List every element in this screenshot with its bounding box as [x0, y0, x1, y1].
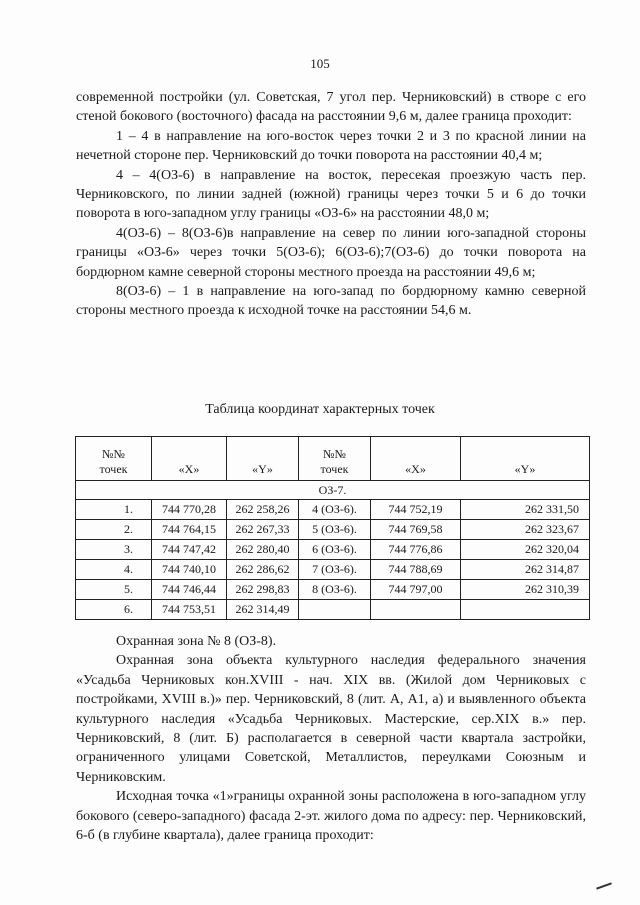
table-cell: 744 764,15 [152, 520, 227, 540]
table-cell: 262 320,04 [461, 540, 590, 560]
paragraph: 4 – 4(ОЗ-6) в направление на восток, пересекая проезжую часть пер. Черниковского, по линии задней (южной) границы через точки 5 и 6 до точки поворота в юго-западном углу границы «ОЗ-6» на расстоянии 48,0 м; [76, 167, 586, 222]
table-row [76, 540, 590, 560]
table-cell [371, 600, 461, 620]
table-cell: 744 740,10 [152, 560, 227, 580]
table-cell: 262 323,67 [461, 520, 590, 540]
boundary-description [76, 88, 586, 321]
table-cell: 262 310,39 [461, 580, 590, 600]
table-cell: 262 280,40 [227, 540, 299, 560]
table-cell: 6. [76, 600, 152, 620]
table-cell [461, 600, 590, 620]
table-cell: 7 (ОЗ-6). [299, 560, 371, 580]
table-cell: 6 (ОЗ-6). [299, 540, 371, 560]
table-cell: 744 770,28 [152, 500, 227, 520]
table-cell: 262 314,49 [227, 600, 299, 620]
protection-zone-description [76, 632, 586, 845]
table-row [76, 560, 590, 580]
table-cell: 744 746,44 [152, 580, 227, 600]
scan-mark [596, 882, 612, 889]
table-cell: 3. [76, 540, 152, 560]
header-cell: №№ точек [299, 437, 371, 481]
header-cell: «Y» [461, 437, 590, 481]
paragraph: Исходная точка «1»границы охранной зоны расположена в юго-западном углу бокового (северо-западного) фасада 2-эт. жилого дома по адресу: пер. Черниковский, 6-б (в глубине квартала), далее граница проходит: [76, 789, 586, 844]
table-cell: 744 776,86 [371, 540, 461, 560]
table-cell: 262 298,83 [227, 580, 299, 600]
table-cell: 4. [76, 560, 152, 580]
table-cell: 262 286,62 [227, 560, 299, 580]
table-cell: 744 797,00 [371, 580, 461, 600]
paragraph: современной постройки (ул. Советская, 7 угол пер. Черниковский) в створе с его стеной бокового (восточного) фасада на расстоянии 9,6 м, далее граница проходит: [76, 90, 586, 125]
zone-label: ОЗ-7. [76, 481, 590, 500]
page-number: 105 [310, 56, 330, 71]
table-cell: 4 (ОЗ-6). [299, 500, 371, 520]
table-cell: 262 258,26 [227, 500, 299, 520]
header-cell: «X» [371, 437, 461, 481]
table-cell: 744 747,42 [152, 540, 227, 560]
table-cell: 262 267,33 [227, 520, 299, 540]
header-cell: «X» [152, 437, 227, 481]
table-cell: 5 (ОЗ-6). [299, 520, 371, 540]
section-heading: Охранная зона № 8 (ОЗ-8). [116, 634, 277, 649]
table-cell [299, 600, 371, 620]
table-cell: 744 753,51 [152, 600, 227, 620]
table-header-row [76, 437, 590, 481]
paragraph: 4(ОЗ-6) – 8(ОЗ-6)в направление на север по линии юго-западной стороны границы «ОЗ-6» через точки 5(ОЗ-6); 6(ОЗ-6);7(ОЗ-6) до точки поворота на бордюрном камне северной стороны местного проезда на расстоянии 49,6 м; [76, 225, 586, 280]
paragraph: Охранная зона объекта культурного наследия федерального значения «Усадьба Черниковых кон.XVIII - нач. XIX вв. (Жилой дом Черниковых с постройками, XVIII в.)» пер. Черниковский, 8 (лит. А, А1, а) и выявленного объекта культурного наследия «Усадьба Черниковых. Мастерские, сер.XIX в.» пер. Черниковский, 8 (лит. Б) располагается в северной части квартала застройки, ограниченного улицами Советской, Металлистов, переулками Союзным и Черниковским. [76, 653, 586, 785]
table-cell: 744 769,58 [371, 520, 461, 540]
coordinates-table [75, 436, 590, 620]
header-cell: «Y» [227, 437, 299, 481]
table-caption: Таблица координат характерных точек [205, 402, 435, 417]
table-cell: 2. [76, 520, 152, 540]
zone-row [76, 481, 590, 500]
table-cell: 744 788,69 [371, 560, 461, 580]
table-row [76, 580, 590, 600]
table-cell: 1. [76, 500, 152, 520]
table-row [76, 500, 590, 520]
paragraph: 1 – 4 в направление на юго-восток через точки 2 и 3 по красной линии на нечетной стороне пер. Черниковский до точки поворота на расстоянии 40,4 м; [76, 128, 586, 164]
table-cell: 5. [76, 580, 152, 600]
table-cell: 8 (ОЗ-6). [299, 580, 371, 600]
table-cell: 262 314,87 [461, 560, 590, 580]
table-row [76, 600, 590, 620]
header-cell: №№ точек [76, 437, 152, 481]
table-cell: 744 752,19 [371, 500, 461, 520]
table-cell: 262 331,50 [461, 500, 590, 520]
paragraph: 8(ОЗ-6) – 1 в направление на юго-запад по бордюрному камню северной стороны местного проезда к исходной точке на расстоянии 54,6 м. [76, 284, 586, 319]
table-row [76, 520, 590, 540]
